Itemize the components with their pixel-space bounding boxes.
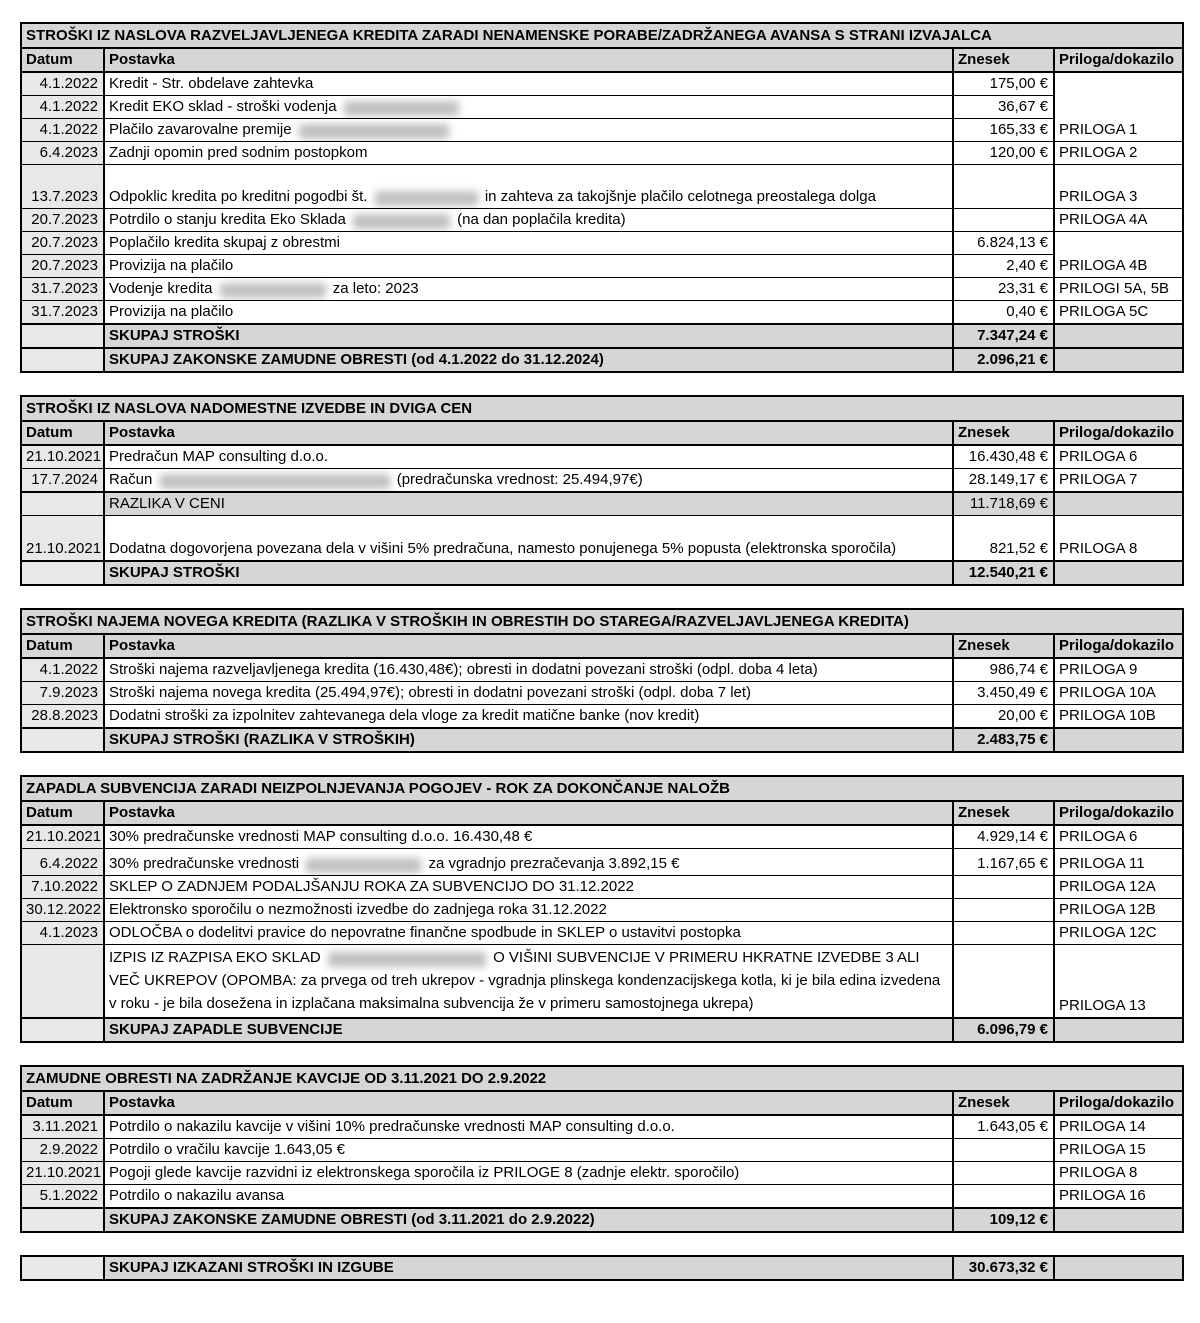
znesek-cell: 1.167,65 €: [953, 848, 1054, 875]
postavka-text: Stroški najema novega kredita (25.494,97€); obresti in dodatni povezani stroški (odpl. doba 7 let): [109, 683, 756, 701]
datum-cell: 21.10.2021: [21, 445, 104, 469]
priloga-cell: PRILOGA 1: [1054, 72, 1183, 142]
table-row: [21, 209, 1183, 232]
znesek-cell: 821,52 €: [953, 516, 1054, 561]
znesek-cell: 2.096,21 €: [953, 348, 1054, 372]
table-header-row: [21, 634, 1183, 658]
postavka-cell: [104, 255, 953, 278]
cost-table-5: [20, 1065, 1184, 1233]
header-priloga: Priloga/dokazilo: [1054, 48, 1183, 72]
znesek-cell: 12.540,21 €: [953, 561, 1054, 585]
cost-table-4: [20, 775, 1184, 1043]
table-header-row: [21, 48, 1183, 72]
priloga-cell: PRILOGI 5A, 5B: [1054, 278, 1183, 301]
znesek-cell: [953, 165, 1054, 209]
postavka-cell: [104, 232, 953, 255]
priloga-cell: [1054, 561, 1183, 585]
summary-row: [21, 1018, 1183, 1042]
table-row: [21, 1161, 1183, 1184]
postavka-text: SKLEP O ZADNJEM PODALJŠANJU ROKA ZA SUBVENCIJO DO 31.12.2022: [109, 877, 639, 895]
header-priloga: Priloga/dokazilo: [1054, 1091, 1183, 1115]
table-row: [21, 681, 1183, 704]
postavka-cell: [104, 165, 953, 209]
header-znesek: Znesek: [953, 48, 1054, 72]
datum-cell: [21, 728, 104, 752]
summary-row: [21, 348, 1183, 372]
table-row: [21, 825, 1183, 849]
priloga-cell: PRILOGA 14: [1054, 1115, 1183, 1139]
postavka-text: Plačilo zavarovalne premije: [109, 121, 296, 138]
summary-row: [21, 492, 1183, 516]
postavka-text: Potrdilo o nakazilu avansa: [109, 1186, 289, 1204]
postavka-text: Dodatni stroški za izpolnitev zahtevanega dela vloge za kredit matične banke (nov kredit): [109, 706, 704, 724]
table-row: [21, 469, 1183, 493]
header-znesek: Znesek: [953, 634, 1054, 658]
postavka-text: Stroški najema razveljavljenega kredita (16.430,48€); obresti in dodatni povezani stroški (odpl. doba 4 leta): [109, 660, 822, 678]
datum-cell: 4.1.2022: [21, 119, 104, 142]
postavka-cell: [104, 921, 953, 944]
table-row: [21, 1138, 1183, 1161]
priloga-cell: PRILOGA 12C: [1054, 921, 1183, 944]
cost-table-2: [20, 395, 1184, 586]
postavka-text: RAZLIKA V CENI: [109, 495, 230, 512]
header-datum: Datum: [21, 1091, 104, 1115]
znesek-cell: 16.430,48 €: [953, 445, 1054, 469]
datum-cell: 6.4.2023: [21, 142, 104, 165]
datum-cell: 4.1.2022: [21, 96, 104, 119]
priloga-cell: PRILOGA 2: [1054, 142, 1183, 165]
table-row: [21, 1115, 1183, 1139]
znesek-cell: [953, 921, 1054, 944]
table-header-row: [21, 801, 1183, 825]
postavka-cell: [104, 278, 953, 301]
postavka-cell: [104, 516, 953, 561]
postavka-text: (predračunska vrednost: 25.494,97€): [392, 471, 647, 488]
postavka-text: Pogoji glede kavcije razvidni iz elektronskega sporočila iz PRILOGE 8 (zadnje elektr. sporočilo): [109, 1163, 744, 1181]
priloga-cell: PRILOGA 12A: [1054, 875, 1183, 898]
priloga-cell: PRILOGA 13: [1054, 944, 1183, 1018]
postavka-text: (na dan poplačila kredita): [452, 211, 630, 228]
header-datum: Datum: [21, 801, 104, 825]
datum-cell: 7.10.2022: [21, 875, 104, 898]
postavka-text: Vodenje kredita: [109, 280, 217, 297]
summary-row: [21, 324, 1183, 348]
header-datum: Datum: [21, 421, 104, 445]
znesek-cell: 6.096,79 €: [953, 1018, 1054, 1042]
datum-cell: 20.7.2023: [21, 232, 104, 255]
datum-cell: 21.10.2021: [21, 516, 104, 561]
postavka-text: SKUPAJ STROŠKI (RAZLIKA V STROŠKIH): [109, 730, 420, 748]
postavka-cell: [104, 825, 953, 849]
header-znesek: Znesek: [953, 801, 1054, 825]
znesek-cell: 165,33 €: [953, 119, 1054, 142]
datum-cell: 31.7.2023: [21, 301, 104, 325]
header-postavka: Postavka: [104, 634, 953, 658]
table-title: STROŠKI IZ NASLOVA NADOMESTNE IZVEDBE IN DVIGA CEN: [21, 396, 1183, 421]
postavka-text: 30% predračunske vrednosti: [109, 854, 304, 872]
summary-row: [21, 561, 1183, 585]
znesek-cell: 7.347,24 €: [953, 324, 1054, 348]
priloga-cell: PRILOGA 10B: [1054, 704, 1183, 728]
cost-table-6: [20, 1255, 1184, 1281]
datum-cell: 28.8.2023: [21, 704, 104, 728]
header-priloga: Priloga/dokazilo: [1054, 634, 1183, 658]
summary-row: [21, 1208, 1183, 1232]
table-row: [21, 445, 1183, 469]
datum-cell: [21, 944, 104, 1018]
postavka-cell: [104, 944, 953, 1018]
table-title-row: [21, 609, 1183, 634]
header-priloga: Priloga/dokazilo: [1054, 421, 1183, 445]
postavka-text: Poplačilo kredita skupaj z obrestmi: [109, 234, 345, 251]
znesek-cell: 120,00 €: [953, 142, 1054, 165]
postavka-text: Provizija na plačilo: [109, 303, 238, 320]
datum-cell: [21, 1208, 104, 1232]
postavka-text: Predračun MAP consulting d.o.o.: [109, 448, 333, 465]
postavka-text: za leto: 2023: [328, 280, 423, 297]
postavka-cell: [104, 348, 953, 372]
znesek-cell: 1.643,05 €: [953, 1115, 1054, 1139]
priloga-cell: PRILOGA 7: [1054, 469, 1183, 493]
cost-table-1: [20, 22, 1184, 373]
datum-cell: 4.1.2022: [21, 72, 104, 96]
cost-table-3: [20, 608, 1184, 753]
postavka-cell: [104, 1256, 953, 1280]
datum-cell: 30.12.2022: [21, 898, 104, 921]
table-title: ZAMUDNE OBRESTI NA ZADRŽANJE KAVCIJE OD 3.11.2021 DO 2.9.2022: [21, 1066, 1183, 1091]
znesek-cell: [953, 1138, 1054, 1161]
datum-cell: 21.10.2021: [21, 825, 104, 849]
znesek-cell: 3.450,49 €: [953, 681, 1054, 704]
postavka-text: Dodatna dogovorjena povezana dela v višini 5% predračuna, namesto ponujenega 5% popusta (elektronska sporočila): [109, 539, 901, 557]
priloga-cell: PRILOGA 10A: [1054, 681, 1183, 704]
redacted-blur: [328, 952, 486, 967]
header-znesek: Znesek: [953, 421, 1054, 445]
priloga-cell: PRILOGA 3: [1054, 165, 1183, 209]
postavka-text: za vgradnjo prezračevanja 3.892,15 €: [424, 854, 684, 872]
postavka-text: Odpoklic kredita po kreditni pogodbi št.: [109, 188, 372, 205]
postavka-cell: [104, 72, 953, 96]
priloga-cell: [1054, 728, 1183, 752]
postavka-cell: [104, 119, 953, 142]
postavka-text: SKUPAJ ZAKONSKE ZAMUDNE OBRESTI (od 3.11.2021 do 2.9.2022): [109, 1210, 599, 1228]
priloga-cell: [1054, 348, 1183, 372]
summary-row: [21, 1256, 1183, 1280]
znesek-cell: 109,12 €: [953, 1208, 1054, 1232]
znesek-cell: 20,00 €: [953, 704, 1054, 728]
znesek-cell: 175,00 €: [953, 72, 1054, 96]
postavka-cell: [104, 1161, 953, 1184]
datum-cell: 4.1.2022: [21, 658, 104, 682]
table-header-row: [21, 1091, 1183, 1115]
datum-cell: 5.1.2022: [21, 1184, 104, 1208]
table-row: [21, 119, 1183, 142]
znesek-cell: 0,40 €: [953, 301, 1054, 325]
header-postavka: Postavka: [104, 1091, 953, 1115]
redacted-blur: [353, 214, 450, 229]
postavka-cell: [104, 1138, 953, 1161]
postavka-text: SKUPAJ STROŠKI: [109, 327, 244, 344]
redacted-blur: [299, 124, 449, 139]
table-title-row: [21, 23, 1183, 48]
priloga-cell: [1054, 1208, 1183, 1232]
znesek-cell: [953, 875, 1054, 898]
priloga-cell: [1054, 1018, 1183, 1042]
priloga-cell: PRILOGA 12B: [1054, 898, 1183, 921]
table-row: [21, 875, 1183, 898]
postavka-text: O VIŠINI SUBVENCIJE V PRIMERU HKRATNE IZVEDBE 3 ALI VEČ UKREPOV (OPOMBA: za prvega od treh ukrepov - vgradnja plinskega kondenzacijskega kotla, ki je bila edina izvedena v roku - je bila dosežena in izplačana maksimalna subvencija že v primeru samostojnega ukrepa): [109, 948, 945, 1012]
znesek-cell: [953, 209, 1054, 232]
datum-cell: 7.9.2023: [21, 681, 104, 704]
table-row: [21, 921, 1183, 944]
table-row: [21, 72, 1183, 96]
priloga-cell: PRILOGA 5C: [1054, 301, 1183, 325]
redacted-blur: [306, 858, 421, 873]
priloga-cell: PRILOGA 11: [1054, 848, 1183, 875]
header-priloga: Priloga/dokazilo: [1054, 801, 1183, 825]
znesek-cell: [953, 1161, 1054, 1184]
priloga-cell: [1054, 1256, 1183, 1280]
postavka-text: 30% predračunske vrednosti MAP consulting d.o.o. 16.430,48 €: [109, 827, 537, 845]
redacted-blur: [220, 283, 326, 298]
postavka-text: Elektronsko sporočilu o nezmožnosti izvedbe do zadnjega roka 31.12.2022: [109, 900, 611, 918]
table-row: [21, 278, 1183, 301]
znesek-cell: 28.149,17 €: [953, 469, 1054, 493]
znesek-cell: 11.718,69 €: [953, 492, 1054, 516]
postavka-text: Zadnji opomin pred sodnim postopkom: [109, 144, 372, 161]
znesek-cell: [953, 1184, 1054, 1208]
znesek-cell: [953, 898, 1054, 921]
table-row: [21, 1184, 1183, 1208]
table-row: [21, 898, 1183, 921]
redacted-blur: [160, 474, 390, 489]
header-znesek: Znesek: [953, 1091, 1054, 1115]
znesek-cell: 986,74 €: [953, 658, 1054, 682]
postavka-cell: [104, 96, 953, 119]
znesek-cell: 6.824,13 €: [953, 232, 1054, 255]
table-row: [21, 658, 1183, 682]
table-row: [21, 704, 1183, 728]
postavka-text: Provizija na plačilo: [109, 257, 238, 274]
datum-cell: [21, 324, 104, 348]
postavka-text: SKUPAJ IZKAZANI STROŠKI IN IZGUBE: [109, 1258, 398, 1276]
postavka-text: Kredit EKO sklad - stroški vodenja: [109, 98, 341, 115]
znesek-cell: 2.483,75 €: [953, 728, 1054, 752]
datum-cell: 20.7.2023: [21, 255, 104, 278]
postavka-cell: [104, 1184, 953, 1208]
postavka-text: in zahteva za takojšnje plačilo celotnega preostalega dolga: [480, 188, 881, 205]
redacted-blur: [375, 191, 478, 206]
postavka-cell: [104, 324, 953, 348]
postavka-cell: [104, 681, 953, 704]
datum-cell: [21, 1018, 104, 1042]
postavka-cell: [104, 1208, 953, 1232]
postavka-text: Potrdilo o stanju kredita Eko Sklada: [109, 211, 350, 228]
priloga-cell: PRILOGA 8: [1054, 1161, 1183, 1184]
priloga-cell: PRILOGA 6: [1054, 825, 1183, 849]
znesek-cell: 2,40 €: [953, 255, 1054, 278]
postavka-text: Račun: [109, 471, 157, 488]
postavka-cell: [104, 301, 953, 325]
datum-cell: 6.4.2022: [21, 848, 104, 875]
table-title-row: [21, 776, 1183, 801]
postavka-text: Kredit - Str. obdelave zahtevka: [109, 75, 318, 92]
postavka-cell: [104, 848, 953, 875]
priloga-cell: [1054, 324, 1183, 348]
postavka-cell: [104, 704, 953, 728]
table-row: [21, 232, 1183, 255]
datum-cell: [21, 348, 104, 372]
postavka-cell: [104, 1018, 953, 1042]
table-row: [21, 255, 1183, 278]
znesek-cell: 36,67 €: [953, 96, 1054, 119]
header-datum: Datum: [21, 48, 104, 72]
postavka-cell: [104, 658, 953, 682]
table-title-row: [21, 1066, 1183, 1091]
postavka-cell: [104, 445, 953, 469]
postavka-cell: [104, 875, 953, 898]
table-title: ZAPADLA SUBVENCIJA ZARADI NEIZPOLNJEVANJA POGOJEV - ROK ZA DOKONČANJE NALOŽB: [21, 776, 1183, 801]
postavka-cell: [104, 728, 953, 752]
redacted-blur: [344, 101, 459, 116]
postavka-cell: [104, 142, 953, 165]
datum-cell: 20.7.2023: [21, 209, 104, 232]
table-title-row: [21, 396, 1183, 421]
table-row: [21, 848, 1183, 875]
postavka-text: IZPIS IZ RAZPISA EKO SKLAD: [109, 948, 325, 966]
postavka-cell: [104, 561, 953, 585]
table-header-row: [21, 421, 1183, 445]
priloga-cell: PRILOGA 4A: [1054, 209, 1183, 232]
datum-cell: 13.7.2023: [21, 165, 104, 209]
datum-cell: 31.7.2023: [21, 278, 104, 301]
znesek-cell: [953, 944, 1054, 1018]
priloga-cell: [1054, 492, 1183, 516]
datum-cell: 3.11.2021: [21, 1115, 104, 1139]
table-row: [21, 165, 1183, 209]
postavka-text: SKUPAJ ZAKONSKE ZAMUDNE OBRESTI (od 4.1.2022 do 31.12.2024): [109, 351, 609, 368]
datum-cell: [21, 492, 104, 516]
datum-cell: 4.1.2023: [21, 921, 104, 944]
priloga-cell: PRILOGA 4B: [1054, 232, 1183, 278]
priloga-cell: PRILOGA 9: [1054, 658, 1183, 682]
table-row: [21, 944, 1183, 1018]
table-title: STROŠKI IZ NASLOVA RAZVELJAVLJENEGA KREDITA ZARADI NENAMENSKE PORABE/ZADRŽANEGA AVANSA S STRANI IZVAJALCA: [21, 23, 1183, 48]
datum-cell: 21.10.2021: [21, 1161, 104, 1184]
postavka-cell: [104, 209, 953, 232]
postavka-cell: [104, 898, 953, 921]
priloga-cell: PRILOGA 16: [1054, 1184, 1183, 1208]
header-postavka: Postavka: [104, 801, 953, 825]
postavka-text: ODLOČBA o dodelitvi pravice do nepovratne finančne spodbude in SKLEP o ustavitvi postopka: [109, 923, 745, 941]
postavka-text: Potrdilo o vračilu kavcije 1.643,05 €: [109, 1140, 350, 1158]
postavka-cell: [104, 469, 953, 493]
znesek-cell: 4.929,14 €: [953, 825, 1054, 849]
table-title: STROŠKI NAJEMA NOVEGA KREDITA (RAZLIKA V STROŠKIH IN OBRESTIH DO STAREGA/RAZVELJAVLJENEGA KREDITA): [21, 609, 1183, 634]
znesek-cell: 30.673,32 €: [953, 1256, 1054, 1280]
postavka-text: SKUPAJ ZAPADLE SUBVENCIJE: [109, 1020, 347, 1038]
postavka-cell: [104, 492, 953, 516]
header-postavka: Postavka: [104, 421, 953, 445]
summary-row: [21, 728, 1183, 752]
table-row: [21, 96, 1183, 119]
datum-cell: [21, 1256, 104, 1280]
priloga-cell: PRILOGA 15: [1054, 1138, 1183, 1161]
priloga-cell: PRILOGA 8: [1054, 516, 1183, 561]
header-postavka: Postavka: [104, 48, 953, 72]
table-row: [21, 516, 1183, 561]
datum-cell: 2.9.2022: [21, 1138, 104, 1161]
znesek-cell: 23,31 €: [953, 278, 1054, 301]
postavka-text: SKUPAJ STROŠKI: [109, 563, 244, 581]
postavka-text: Potrdilo o nakazilu kavcije v višini 10% predračunske vrednosti MAP consulting d.o.o.: [109, 1117, 680, 1135]
header-datum: Datum: [21, 634, 104, 658]
datum-cell: 17.7.2024: [21, 469, 104, 493]
table-row: [21, 301, 1183, 325]
datum-cell: [21, 561, 104, 585]
postavka-cell: [104, 1115, 953, 1139]
table-row: [21, 142, 1183, 165]
priloga-cell: PRILOGA 6: [1054, 445, 1183, 469]
